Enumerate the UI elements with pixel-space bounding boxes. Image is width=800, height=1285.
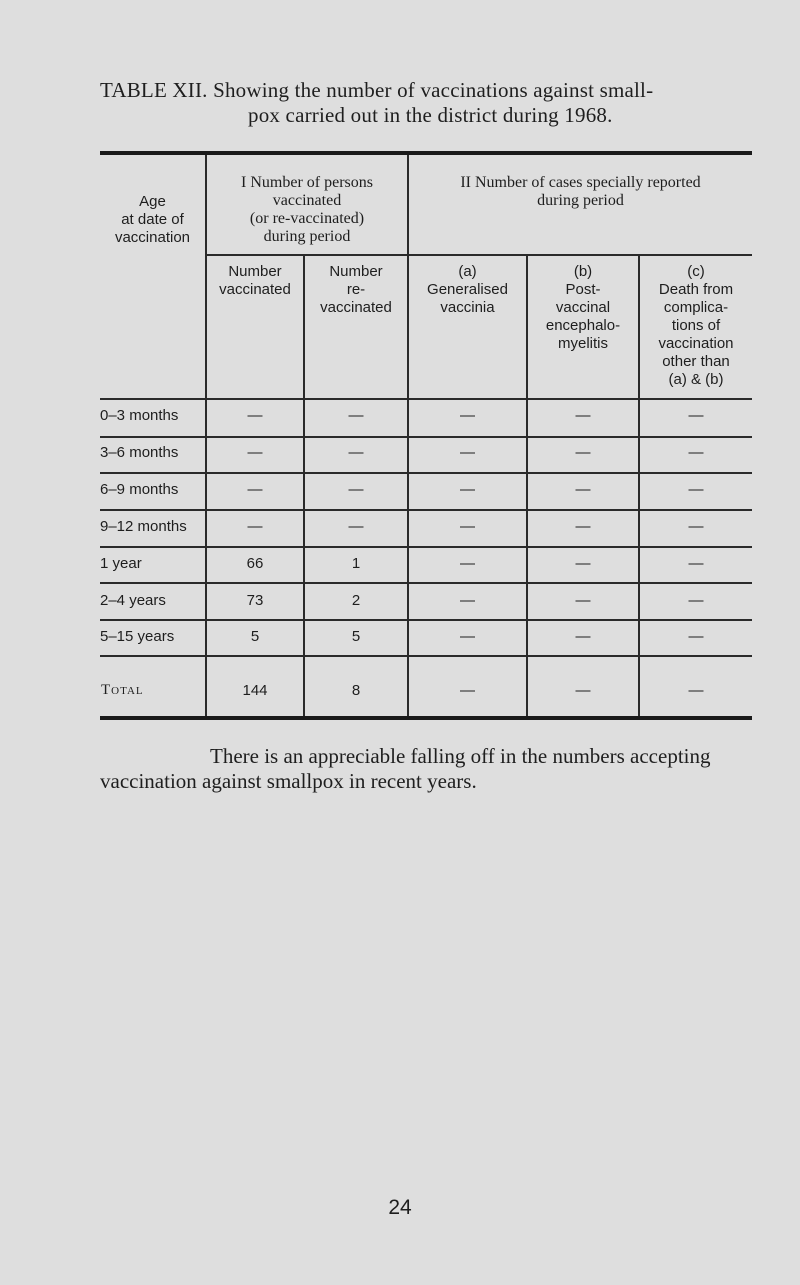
cell-generalised-vaccinia: —	[460, 481, 475, 498]
header-line: other than	[662, 353, 730, 370]
row-divider	[100, 619, 752, 621]
header-group-line: (or re-vaccinated)	[249, 210, 365, 227]
cell-revaccinated: —	[348, 518, 364, 535]
table-top-rule	[100, 151, 752, 155]
row-label: 5–15 years	[100, 628, 175, 645]
row-divider	[100, 655, 752, 657]
cell-vaccinated: 73	[246, 592, 264, 609]
row-label: 1 year	[100, 555, 142, 572]
cell-encephalomyelitis: —	[575, 628, 591, 645]
summary-line-1: There is an appreciable falling off in the numbers accepting	[210, 744, 711, 768]
header-line: (a)	[458, 263, 477, 280]
cell-encephalomyelitis: —	[575, 407, 591, 424]
header-group-line: vaccinated	[272, 192, 342, 209]
header-age-line: vaccination	[114, 229, 191, 246]
cell-vaccinated: —	[247, 444, 263, 461]
header-group-line: during period	[537, 192, 624, 209]
cell-revaccinated: —	[348, 444, 364, 461]
header-line: myelitis	[557, 335, 608, 352]
cell-death: —	[688, 481, 704, 498]
header-line: encephalo-	[545, 317, 621, 334]
row-label: 9–12 months	[100, 518, 187, 535]
total-revaccinated: 8	[351, 682, 361, 699]
cell-generalised-vaccinia: —	[460, 592, 475, 609]
row-divider	[100, 472, 752, 474]
cell-revaccinated: 5	[351, 628, 361, 645]
row-divider	[100, 582, 752, 584]
row-label: 6–9 months	[100, 481, 179, 498]
row-divider	[205, 254, 752, 256]
header-line: Death from	[658, 281, 734, 298]
cell-death: —	[688, 407, 704, 424]
cell-generalised-vaccinia: —	[460, 407, 475, 424]
header-age-line: at date of	[121, 211, 184, 228]
header-line: Post-	[565, 281, 601, 298]
table-title-line-1: TABLE XII. Showing the number of vaccinations against small-	[100, 78, 654, 102]
header-line: vaccination	[658, 335, 734, 352]
total-label: Total	[101, 682, 144, 698]
cell-revaccinated: 1	[351, 555, 361, 572]
row-divider	[100, 509, 752, 511]
total-generalised-vaccinia: —	[460, 682, 475, 699]
header-line: vaccinated	[320, 299, 392, 316]
cell-vaccinated: 5	[250, 628, 260, 645]
cell-death: —	[688, 518, 704, 535]
header-line: Number	[329, 263, 383, 280]
row-divider	[100, 436, 752, 438]
header-age-line: Age	[139, 193, 166, 210]
header-line: tions of	[671, 317, 721, 334]
row-label: 2–4 years	[100, 592, 166, 609]
header-line: vaccinal	[555, 299, 611, 316]
cell-death: —	[688, 555, 704, 572]
cell-vaccinated: —	[247, 407, 263, 424]
table-title-line-2: pox carried out in the district during 1968.	[248, 103, 613, 127]
header-generalised-vaccinia	[409, 263, 526, 317]
table-bottom-rule	[100, 716, 752, 720]
header-death-from-complications	[640, 263, 752, 389]
summary-line-2: vaccination against smallpox in recent years.	[100, 769, 477, 793]
cell-revaccinated: 2	[351, 592, 361, 609]
header-encephalomyelitis	[528, 263, 638, 353]
cell-death: —	[688, 444, 704, 461]
cell-death: —	[688, 592, 704, 609]
header-group-persons-vaccinated	[207, 174, 407, 246]
header-number-vaccinated	[207, 263, 303, 299]
cell-generalised-vaccinia: —	[460, 555, 475, 572]
total-vaccinated: 144	[242, 682, 268, 699]
header-line: vaccinia	[440, 299, 495, 316]
row-label: 0–3 months	[100, 407, 179, 424]
row-divider	[100, 398, 752, 400]
header-line: vaccinated	[219, 281, 291, 298]
header-group-line: during period	[263, 228, 351, 245]
total-encephalomyelitis: —	[575, 682, 591, 699]
header-group-cases-reported	[409, 174, 752, 210]
row-label: 3–6 months	[100, 444, 179, 461]
header-line: Number	[228, 263, 282, 280]
header-line: (a) & (b)	[668, 371, 724, 388]
header-group-line: I Number of persons	[241, 174, 373, 191]
header-line: (c)	[687, 263, 705, 280]
cell-encephalomyelitis: —	[575, 555, 591, 572]
header-age	[100, 193, 205, 247]
cell-revaccinated: —	[348, 407, 364, 424]
cell-vaccinated: —	[247, 518, 263, 535]
total-death: —	[688, 682, 704, 699]
cell-encephalomyelitis: —	[575, 518, 591, 535]
row-divider	[100, 546, 752, 548]
header-line: re-	[346, 281, 366, 298]
summary-paragraph	[100, 744, 790, 794]
cell-generalised-vaccinia: —	[460, 628, 475, 645]
header-line: complica-	[663, 299, 729, 316]
header-line: (b)	[573, 263, 593, 280]
cell-death: —	[688, 628, 704, 645]
cell-encephalomyelitis: —	[575, 592, 591, 609]
cell-encephalomyelitis: —	[575, 444, 591, 461]
cell-revaccinated: —	[348, 481, 364, 498]
cell-vaccinated: 66	[246, 555, 264, 572]
header-group-line: II Number of cases specially reported	[460, 174, 701, 191]
cell-encephalomyelitis: —	[575, 481, 591, 498]
cell-generalised-vaccinia: —	[460, 444, 475, 461]
cell-vaccinated: —	[247, 481, 263, 498]
header-line: Generalised	[427, 281, 508, 298]
header-number-revaccinated	[305, 263, 407, 317]
cell-generalised-vaccinia: —	[460, 518, 475, 535]
page-number: 24	[388, 1196, 412, 1219]
table-title	[100, 78, 780, 128]
